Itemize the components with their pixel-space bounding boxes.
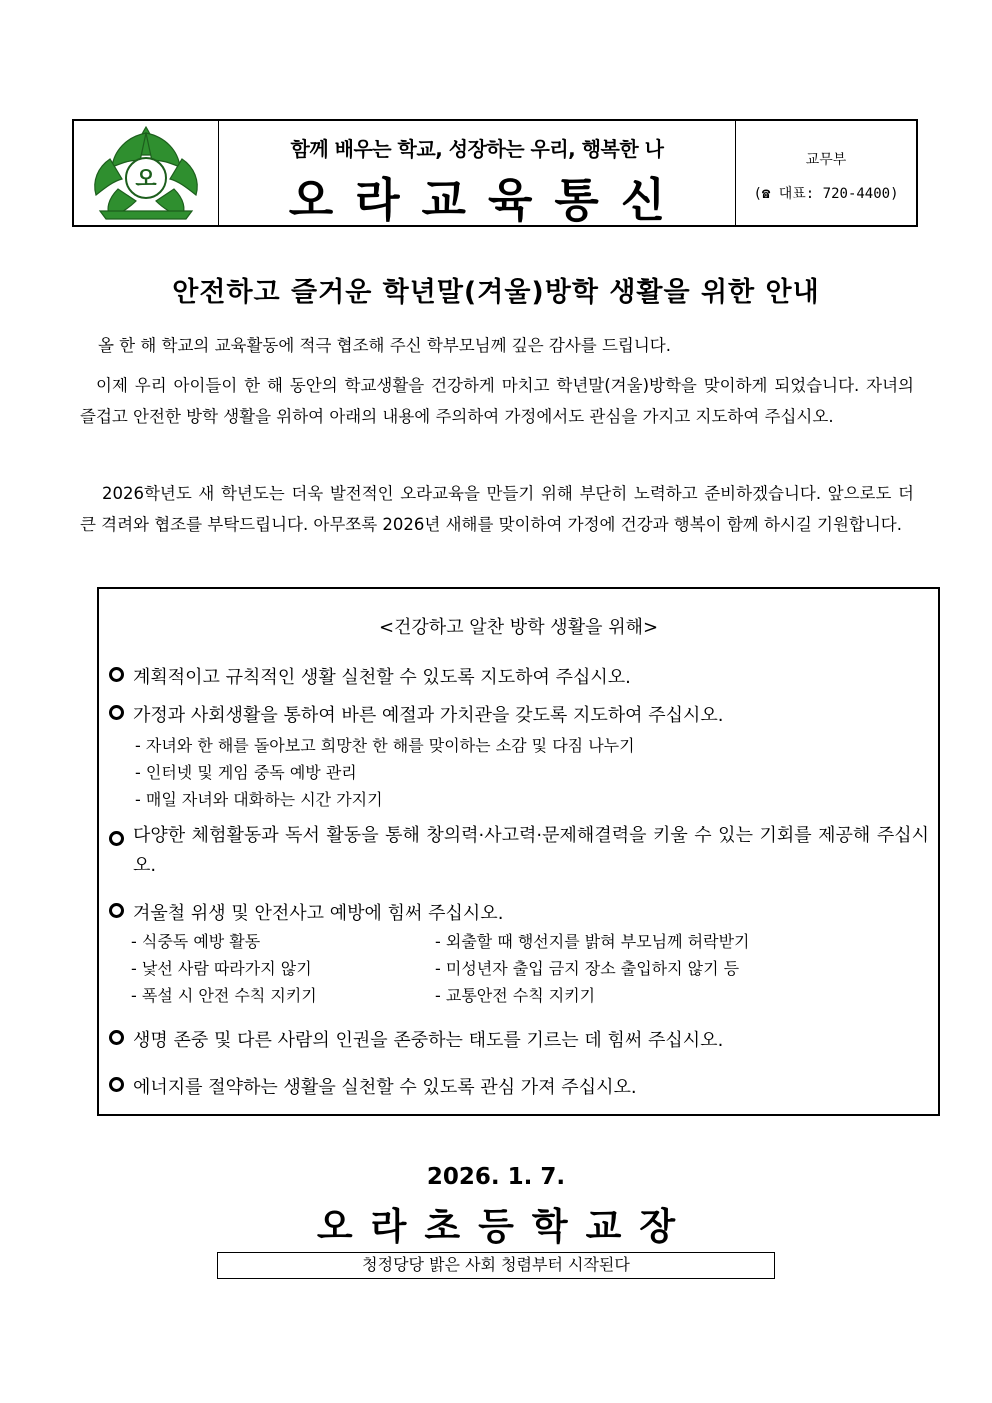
sub-item: - 인터넷 및 게임 중독 예방 관리 bbox=[135, 763, 357, 782]
guide-item bbox=[109, 663, 929, 693]
circle-bullet-icon bbox=[109, 705, 124, 720]
sub-item: - 식중독 예방 활동 bbox=[131, 932, 261, 951]
guide-item bbox=[109, 1026, 929, 1056]
guide-item-text: 다양한 체험활동과 독서 활동을 통해 창의력·사고력·문제해결력을 키울 수 있는 기회를 제공해 주십시오. bbox=[133, 825, 929, 876]
guide-title: <건강하고 알찬 방학 생활을 위해> bbox=[378, 617, 659, 638]
circle-bullet-icon bbox=[109, 831, 124, 846]
sub-item: - 미성년자 출입 금지 장소 출입하지 않기 등 bbox=[435, 959, 740, 978]
sub-item: - 자녀와 한 해를 돌아보고 희망찬 한 해를 맞이하는 소감 및 다짐 나누기 bbox=[135, 736, 635, 755]
paragraph-3: 2026학년도 새 학년도는 더욱 발전적인 오라교육을 만들기 위해 부단히 노력하고 준비하겠습니다. 앞으로도 더 큰 격려와 협조를 부탁드립니다. 아무쪼록 2026년 새해를 맞이하여 가정에 건강과 행복이 함께 하시길 기원합니다. bbox=[80, 484, 914, 534]
guide-item-text: 겨울철 위생 및 안전사고 예방에 힘써 주십시오. bbox=[133, 903, 504, 924]
school-slogan: 함께 배우는 학교, 성장하는 우리, 행복한 나 bbox=[290, 137, 664, 161]
sub-item: - 외출할 때 행선지를 밝혀 부모님께 허락받기 bbox=[435, 932, 750, 951]
guide-item-text: 생명 존중 및 다른 사람의 인권을 존중하는 태도를 기르는 데 힘써 주십시오. bbox=[133, 1030, 724, 1051]
paragraph-1: 올 한 해 학교의 교육활동에 적극 협조해 주신 학부모님께 깊은 감사를 드립니다. bbox=[98, 336, 671, 355]
circle-bullet-icon bbox=[109, 667, 124, 682]
issue-date: 2026. 1. 7. bbox=[426, 1164, 566, 1190]
integrity-motto: 청정당당 밝은 사회 청렴부터 시작된다 bbox=[217, 1252, 775, 1279]
department-label: 교무부 bbox=[805, 152, 847, 168]
sub-item: - 낯선 사람 따라가지 않기 bbox=[131, 959, 312, 978]
sub-item: - 폭설 시 안전 수칙 지키기 bbox=[131, 986, 317, 1005]
guide-item bbox=[109, 899, 929, 929]
circle-bullet-icon bbox=[109, 903, 124, 918]
emblem-letter: 오 bbox=[135, 167, 157, 192]
circle-bullet-icon bbox=[109, 1077, 124, 1092]
department-cell bbox=[736, 121, 916, 225]
guide-item-text: 가정과 사회생활을 통하여 바른 예절과 가치관을 갖도록 지도하여 주십시오. bbox=[133, 705, 724, 726]
document-title: 안전하고 즐거운 학년말(겨울)방학 생활을 위한 안내 bbox=[172, 277, 820, 308]
newsletter-header bbox=[72, 119, 918, 227]
newsletter-name: 오라교육통신 bbox=[288, 173, 688, 227]
school-emblem-icon bbox=[86, 123, 206, 223]
paragraph-2: 이제 우리 아이들이 한 해 동안의 학교생활을 건강하게 마치고 학년말(겨울)방학을 맞이하게 되었습니다. 자녀의 즐겁고 안전한 방학 생활을 위하여 아래의 내용에 주의하여 가정에서도 관심을 가지고 지도하여 주십시오. bbox=[80, 376, 914, 426]
guide-item bbox=[109, 1073, 929, 1103]
sub-item: - 매일 자녀와 대화하는 시간 가지기 bbox=[135, 790, 383, 809]
guide-item bbox=[109, 701, 929, 731]
guide-item-text: 계획적이고 규칙적인 생활 실천할 수 있도록 지도하여 주십시오. bbox=[133, 667, 631, 688]
sub-item: - 교통안전 수칙 지키기 bbox=[435, 986, 596, 1005]
circle-bullet-icon bbox=[109, 1030, 124, 1045]
school-logo-cell bbox=[74, 121, 219, 225]
title-cell bbox=[219, 121, 736, 225]
phone-number: (☎ 대표: 720-4400) bbox=[753, 186, 899, 202]
guide-box bbox=[97, 587, 940, 1116]
guide-item bbox=[109, 821, 929, 881]
signer-name: 오라초등학교장 bbox=[316, 1205, 694, 1248]
guide-item-text: 에너지를 절약하는 생활을 실천할 수 있도록 관심 가져 주십시오. bbox=[133, 1077, 637, 1098]
